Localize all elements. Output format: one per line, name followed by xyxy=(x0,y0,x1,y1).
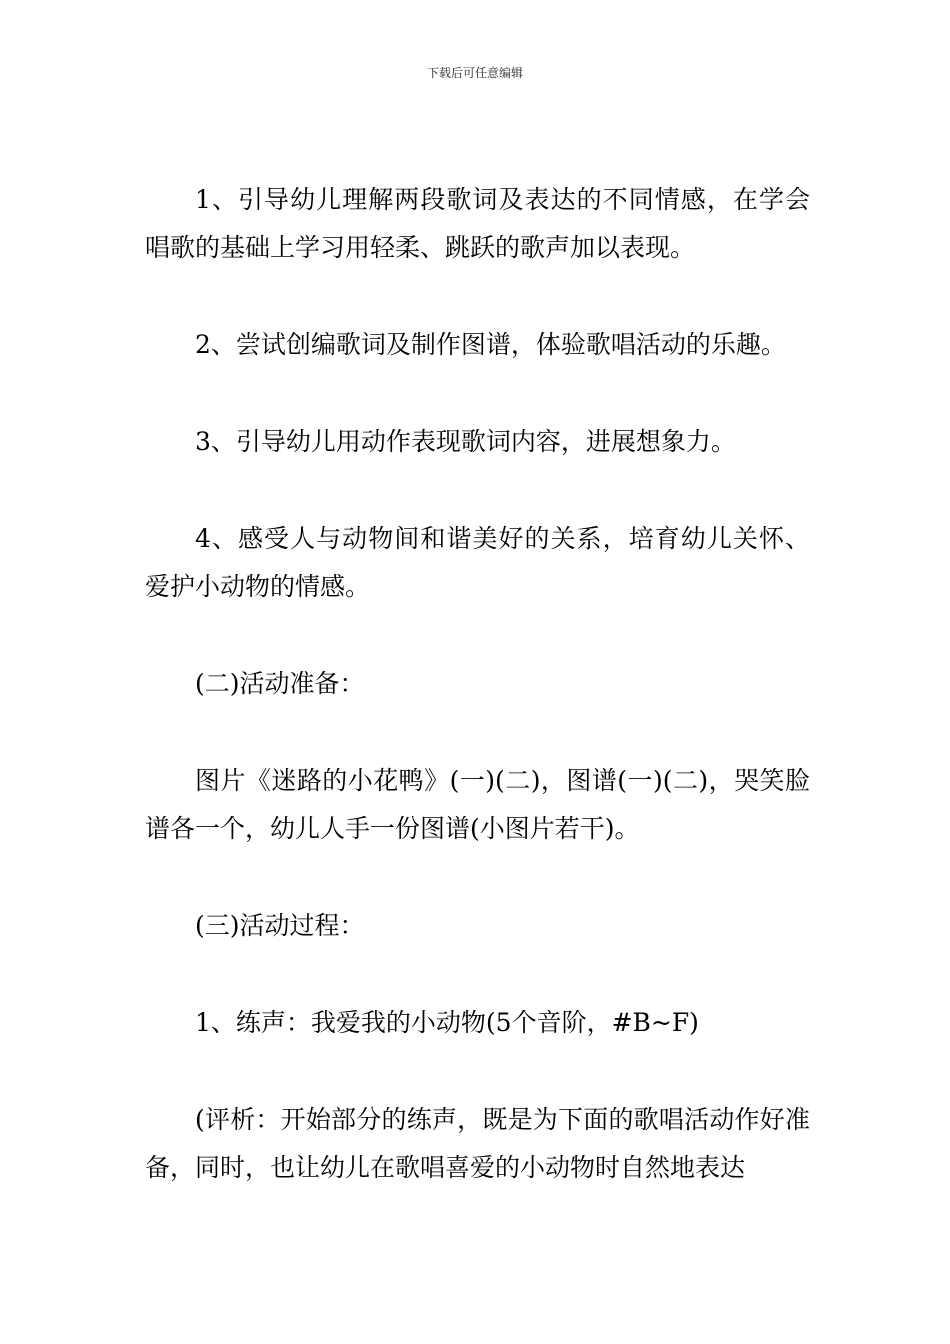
page-header-note: 下载后可任意编辑 xyxy=(426,66,523,80)
goal-paragraph-1: 1、引导幼儿理解两段歌词及表达的不同情感，在学会唱歌的基础上学习用轻柔、跳跃的歌声加以表现。 xyxy=(145,185,810,262)
preparation-paragraph: 图片《迷路的小花鸭》(一)(二)，图谱(一)(二)，哭笑脸谱各一个，幼儿人手一份图谱(小图片若干)。 xyxy=(145,766,810,843)
goal-paragraph-2: 2、尝试创编歌词及制作图谱，体验歌唱活动的乐趣。 xyxy=(195,330,786,359)
document-body xyxy=(145,176,810,1241)
analysis-paragraph: (评析：开始部分的练声，既是为下面的歌唱活动作好准备，同时，也让幼儿在歌唱喜爱的小动物时自然地表达 xyxy=(145,1105,810,1182)
goal-paragraph-3: 3、引导幼儿用动作表现歌词内容，进展想象力。 xyxy=(195,427,736,456)
goal-paragraph-4: 4、感受人与动物间和谐美好的关系，培育幼儿关怀、爱护小动物的情感。 xyxy=(145,524,810,601)
section-heading-preparation: (二)活动准备： xyxy=(195,669,365,698)
process-step-1: 1、练声：我爱我的小动物(5个音阶，#B~F) xyxy=(195,1008,699,1037)
section-heading-process: (三)活动过程： xyxy=(195,911,365,940)
